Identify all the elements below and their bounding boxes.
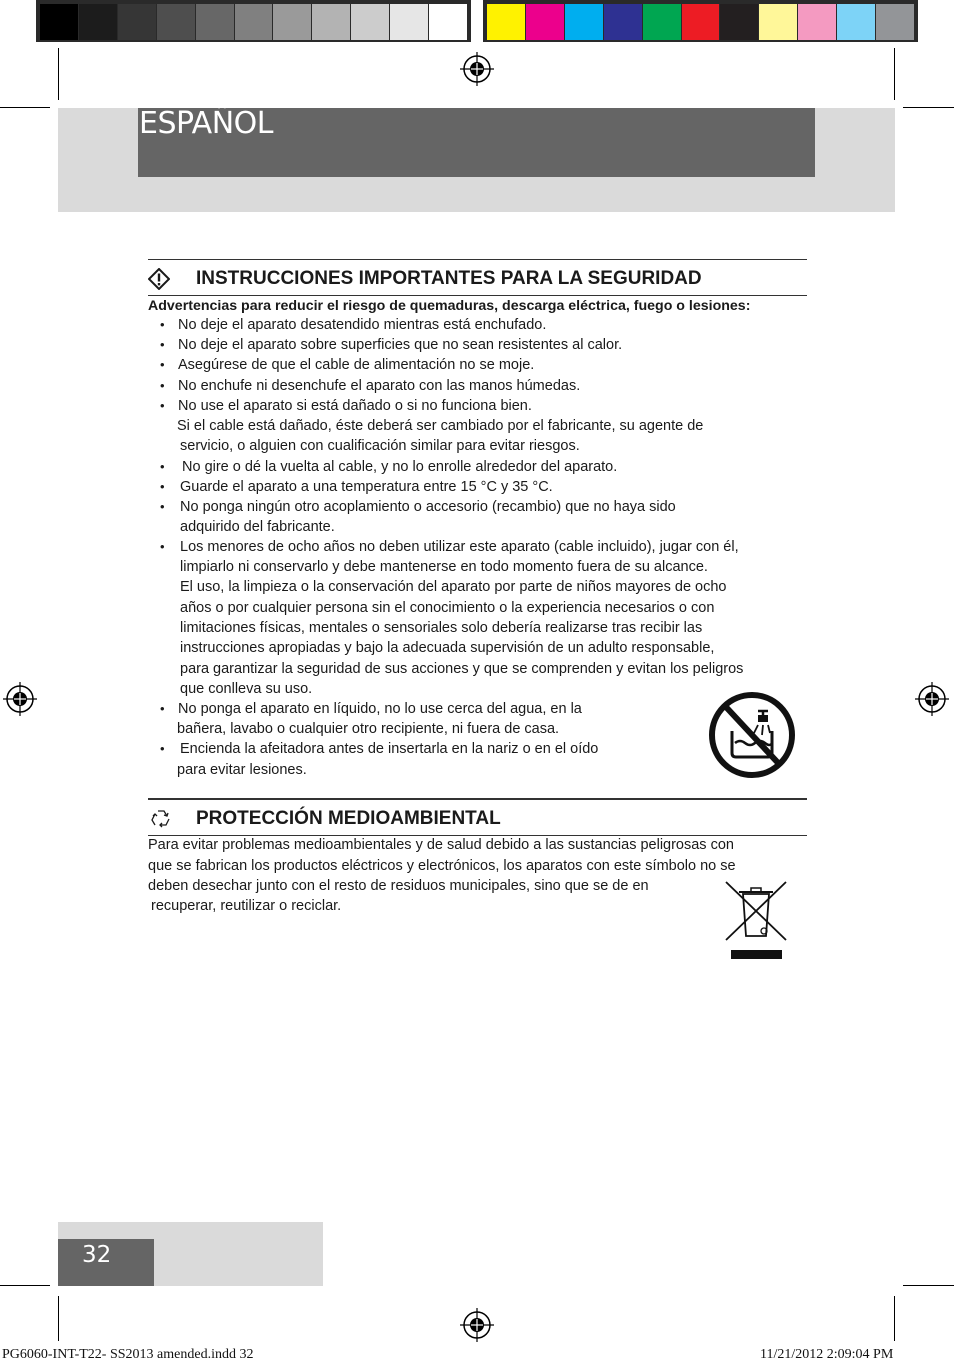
safety-heading: INSTRUCCIONES IMPORTANTES PARA LA SEGURIDAD bbox=[196, 268, 702, 289]
registration-mark-icon bbox=[3, 682, 37, 716]
safety-text-line: Si el cable está dañado, éste deberá ser cambiado por el fabricante, su agente de bbox=[177, 418, 704, 434]
bullet-icon: • bbox=[160, 499, 165, 514]
color-swatch bbox=[390, 4, 428, 40]
footer-datetime: 11/21/2012 2:09:04 PM bbox=[760, 1347, 894, 1362]
color-swatch bbox=[565, 4, 603, 40]
bullet-icon: • bbox=[160, 398, 165, 413]
color-swatch bbox=[40, 4, 78, 40]
process-color-bar bbox=[483, 0, 918, 42]
environment-heading: PROTECCIÓN MEDIOAMBIENTAL bbox=[196, 808, 501, 829]
crop-mark bbox=[903, 107, 954, 108]
safety-text-line: No use el aparato si está dañado o si no funciona bien. bbox=[178, 398, 532, 414]
section-top-rule bbox=[148, 259, 807, 260]
color-swatch bbox=[429, 4, 467, 40]
environment-text-line: Para evitar problemas medioambientales y de salud debido a las sustancias peligrosas con bbox=[148, 837, 734, 853]
safety-text-line: No deje el aparato desatendido mientras está enchufado. bbox=[178, 317, 547, 333]
no-water-warning-icon bbox=[708, 691, 796, 779]
crop-mark bbox=[58, 48, 59, 100]
color-swatch bbox=[604, 4, 642, 40]
safety-text-line: limitaciones físicas, mentales o sensoriales solo debería realizarse tras recibir las bbox=[180, 620, 703, 636]
page-number: 32 bbox=[82, 1242, 112, 1268]
recycle-icon bbox=[150, 808, 172, 830]
environment-text-line: deben desechar junto con el resto de residuos municipales, sino que se de en bbox=[148, 878, 649, 894]
color-swatch bbox=[643, 4, 681, 40]
safety-text-line: No gire o dé la vuelta al cable, y no lo enrolle alrededor del aparato. bbox=[182, 459, 618, 475]
color-swatch bbox=[79, 4, 117, 40]
bullet-icon: • bbox=[160, 459, 165, 474]
color-swatch bbox=[235, 4, 273, 40]
safety-text-line: No ponga ningún otro acoplamiento o accesorio (recambio) que no haya sido bbox=[180, 499, 676, 515]
safety-text-line: limpiarlo ni conservarlo y debe mantenerse en todo momento fuera de su alcance. bbox=[180, 559, 708, 575]
safety-text-line: que conlleva su uso. bbox=[180, 681, 313, 697]
safety-text-line: No deje el aparato sobre superficies que no sean resistentes al calor. bbox=[178, 337, 623, 353]
bullet-icon: • bbox=[160, 539, 165, 554]
safety-text-line: Encienda la afeitadora antes de insertarla en la nariz o en el oído bbox=[180, 741, 599, 757]
safety-text-line: No ponga el aparato en líquido, no lo use cerca del agua, en la bbox=[178, 701, 582, 717]
section-top-rule bbox=[148, 798, 807, 800]
safety-text-line: El uso, la limpieza o la conservación del aparato por parte de niños mayores de ocho bbox=[180, 579, 727, 595]
safety-text-line: para evitar lesiones. bbox=[177, 762, 307, 778]
color-swatch bbox=[526, 4, 564, 40]
registration-mark-icon bbox=[460, 52, 494, 86]
safety-subheading: Advertencias para reducir el riesgo de quemaduras, descarga eléctrica, fuego o lesiones: bbox=[148, 298, 751, 314]
bullet-icon: • bbox=[160, 741, 165, 756]
warning-icon bbox=[148, 268, 170, 290]
page-title: ESPAÑOL bbox=[139, 106, 273, 141]
safety-text-line: Guarde el aparato a una temperatura entre 15 °C y 35 °C. bbox=[180, 479, 553, 495]
safety-text-line: Asegúrese de que el cable de alimentación no se moje. bbox=[178, 357, 535, 373]
color-swatch bbox=[682, 4, 720, 40]
safety-text-line: No enchufe ni desenchufe el aparato con las manos húmedas. bbox=[178, 378, 581, 394]
registration-mark-icon bbox=[460, 1308, 494, 1342]
color-swatch bbox=[876, 4, 914, 40]
color-swatch bbox=[487, 4, 525, 40]
crop-mark bbox=[58, 1296, 59, 1341]
color-swatch bbox=[312, 4, 350, 40]
color-swatch bbox=[837, 4, 875, 40]
crop-mark bbox=[0, 1285, 50, 1286]
grayscale-color-bar bbox=[36, 0, 471, 42]
safety-text-line: para garantizar la seguridad de sus acciones y que se comprenden y evitan los peligros bbox=[180, 661, 744, 677]
registration-mark-icon bbox=[915, 682, 949, 716]
color-swatch bbox=[351, 4, 389, 40]
safety-text-line: Los menores de ocho años no deben utilizar este aparato (cable incluido), jugar con él, bbox=[180, 539, 739, 555]
footer-file-name: PG6060-INT-T22- SS2013 amended.indd 32 bbox=[2, 1347, 254, 1362]
color-swatch bbox=[720, 4, 758, 40]
color-swatch bbox=[273, 4, 311, 40]
color-swatch bbox=[798, 4, 836, 40]
crop-mark bbox=[894, 1296, 895, 1341]
color-swatch bbox=[118, 4, 156, 40]
bullet-icon: • bbox=[160, 701, 165, 716]
safety-text-line: instrucciones apropiadas y bajo la adecuada supervisión de un adulto responsable, bbox=[180, 640, 715, 656]
environment-text-line: recuperar, reutilizar o reciclar. bbox=[151, 898, 342, 914]
crop-mark bbox=[0, 107, 50, 108]
bullet-icon: • bbox=[160, 357, 165, 372]
safety-text-line: bañera, lavabo o cualquier otro recipiente, ni fuera de casa. bbox=[177, 721, 560, 737]
bullet-icon: • bbox=[160, 337, 165, 352]
bullet-icon: • bbox=[160, 317, 165, 332]
bullet-icon: • bbox=[160, 378, 165, 393]
crop-mark bbox=[903, 1285, 954, 1286]
color-swatch bbox=[196, 4, 234, 40]
environment-text-line: que se fabrican los productos eléctricos y electrónicos, los aparatos con este símbolo no se bbox=[148, 858, 736, 874]
crop-mark bbox=[894, 48, 895, 100]
weee-crossed-bin-icon bbox=[723, 880, 789, 962]
color-swatch bbox=[157, 4, 195, 40]
bullet-icon: • bbox=[160, 479, 165, 494]
safety-text-line: servicio, o alguien con cualificación similar para evitar riesgos. bbox=[180, 438, 580, 454]
safety-text-line: adquirido del fabricante. bbox=[180, 519, 335, 535]
safety-text-line: años o por cualquier persona sin el conocimiento o la experiencia necesarios o con bbox=[180, 600, 715, 616]
color-swatch bbox=[759, 4, 797, 40]
